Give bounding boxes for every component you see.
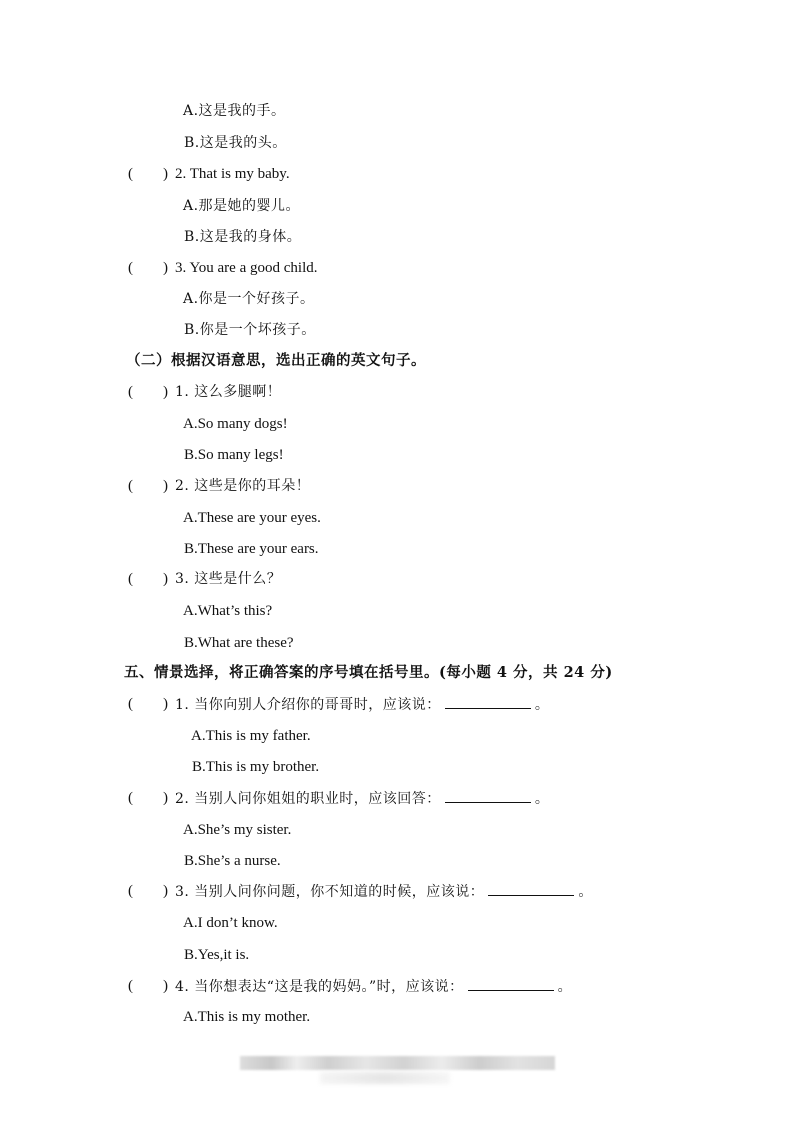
answer-blank[interactable] — [445, 694, 531, 709]
answer-paren[interactable]: ( ) — [128, 696, 168, 712]
question-line — [175, 694, 549, 715]
question-text: 3. 这些是什么？ — [175, 571, 282, 587]
option-text: A.What’s this? — [183, 603, 273, 619]
answer-paren[interactable]: ( ) — [128, 571, 168, 587]
answer-paren[interactable]: ( ) — [128, 790, 168, 806]
question-text: 2. 当别人问你姐姐的职业时，应该回答： — [175, 791, 441, 807]
answer-paren[interactable]: ( ) — [128, 166, 168, 182]
option-text: A.I don’t know. — [183, 915, 278, 931]
section-heading: （二）根据汉语意思，选出正确的英文句子。 — [126, 352, 426, 369]
blurred-footer-sub — [320, 1072, 450, 1084]
option-text: A.This is my mother. — [183, 1009, 311, 1025]
answer-blank[interactable] — [445, 788, 531, 803]
option-text: A.This is my father. — [191, 728, 311, 744]
option-text: A.She’s my sister. — [183, 822, 292, 838]
option-text: B.你是一个坏孩子。 — [184, 322, 316, 338]
question-text: 2. That is my baby. — [175, 166, 290, 182]
question-end: 。 — [557, 979, 573, 995]
answer-blank[interactable] — [468, 976, 554, 991]
question-line — [175, 881, 593, 902]
answer-paren[interactable]: ( ) — [128, 478, 168, 494]
question-end: 。 — [534, 791, 550, 807]
question-line — [175, 788, 549, 809]
answer-paren[interactable]: ( ) — [128, 978, 168, 994]
question-text: 2. 这些是你的耳朵！ — [175, 478, 311, 494]
option-text: B.这是我的头。 — [184, 135, 287, 151]
answer-paren[interactable]: ( ) — [128, 883, 168, 899]
option-text: B.This is my brother. — [192, 759, 320, 775]
section-heading: 五、情景选择，将正确答案的序号填在括号里。(每小题 4 分，共 24 分) — [124, 664, 613, 681]
option-text: A.These are your eyes. — [183, 510, 321, 526]
option-text: A.So many dogs! — [183, 416, 288, 432]
question-text: 1. 这么多腿啊！ — [175, 384, 282, 400]
answer-blank[interactable] — [488, 881, 574, 896]
blurred-footer — [240, 1056, 555, 1070]
option-text: B.She’s a nurse. — [184, 853, 281, 869]
option-text: A.那是她的婴儿。 — [183, 198, 301, 214]
question-text: 4. 当你想表达“这是我的妈妈。”时，应该说： — [175, 979, 464, 995]
question-line — [175, 976, 572, 997]
option-text: B.Yes,it is. — [184, 947, 250, 963]
question-text: 1. 当你向别人介绍你的哥哥时，应该说： — [175, 697, 441, 713]
question-end: 。 — [578, 884, 593, 900]
answer-paren[interactable]: ( ) — [128, 384, 168, 400]
option-text: B.So many legs! — [184, 447, 284, 463]
option-text: B.What are these? — [184, 635, 294, 651]
option-text: A.你是一个好孩子。 — [183, 291, 315, 307]
answer-paren[interactable]: ( ) — [128, 260, 168, 276]
option-text: B.These are your ears. — [184, 541, 319, 557]
question-text: 3. You are a good child. — [175, 260, 318, 276]
question-end: 。 — [534, 697, 550, 713]
question-text: 3. 当别人问你问题，你不知道的时候，应该说： — [175, 884, 485, 900]
option-text: B.这是我的身体。 — [184, 229, 302, 245]
option-text: A.这是我的手。 — [183, 103, 286, 119]
